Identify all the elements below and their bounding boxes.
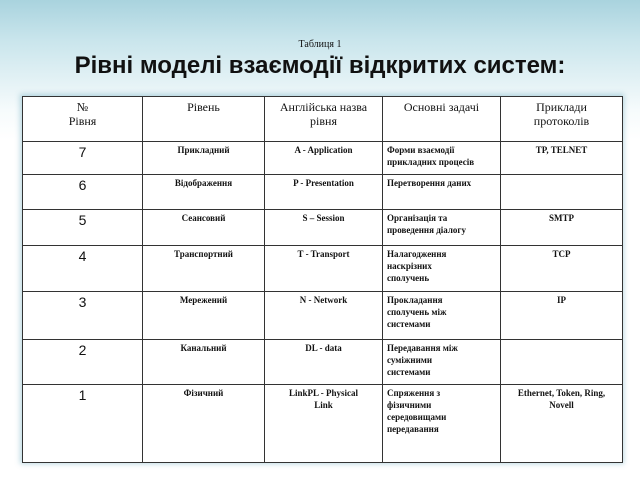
main-tasks-line: суміжними — [387, 355, 433, 365]
english-name-line: Link — [314, 400, 333, 410]
main-tasks-line: Спряження з — [387, 388, 441, 398]
protocols-cell — [501, 246, 623, 292]
main-tasks-line: Налагодження — [387, 249, 447, 259]
level-number-cell: 6 — [23, 175, 143, 210]
protocols-line: SMTP — [548, 213, 574, 223]
header-level-number-line-1: № — [76, 100, 89, 114]
english-name-line: LinkPL - Physical — [288, 388, 359, 398]
english-name-line: S – Session — [302, 213, 345, 223]
protocols-line: TCP — [552, 249, 571, 259]
level-name-cell: Канальний — [143, 340, 265, 385]
level-name-cell: Прикладний — [143, 142, 265, 175]
table-caption: Таблиця 1 — [298, 39, 342, 50]
main-tasks-cell — [383, 292, 501, 340]
protocols-line: Novell — [549, 400, 574, 410]
header-protocol-examples-line-2: протоколів — [533, 114, 590, 128]
protocols-cell — [501, 175, 623, 210]
main-tasks-cell — [383, 385, 501, 463]
table-row — [23, 292, 623, 340]
header-protocol-examples — [501, 97, 623, 142]
slide-title: Рівні моделі взаємодії відкритих систем: — [74, 52, 566, 79]
english-name-cell — [265, 175, 383, 210]
header-level-name-text: Рівень — [187, 100, 220, 114]
english-name-cell — [265, 292, 383, 340]
table-row — [23, 175, 623, 210]
header-english-name — [265, 97, 383, 142]
main-tasks-cell — [383, 246, 501, 292]
header-level-number-line-2: Рівня — [68, 114, 97, 128]
header-english-name-line-2: рівня — [310, 114, 337, 128]
main-tasks-line: сполучень — [387, 273, 430, 283]
header-protocol-examples-line-1: Приклади — [536, 100, 587, 114]
main-tasks-line: системами — [387, 319, 431, 329]
english-name-cell — [265, 340, 383, 385]
protocols-line: IP — [557, 295, 566, 305]
english-name-cell — [265, 210, 383, 246]
main-tasks-line: Форми взаємодії — [387, 145, 455, 155]
protocols-cell — [501, 210, 623, 246]
table-row — [23, 385, 623, 463]
level-name-cell: Транспортний — [143, 246, 265, 292]
main-tasks-line: прикладних процесів — [387, 157, 475, 167]
main-tasks-line: наскрізних — [387, 261, 432, 271]
main-tasks-line: середовищами — [387, 412, 447, 422]
protocols-cell — [501, 292, 623, 340]
main-tasks-line: сполучень між — [387, 307, 447, 317]
english-name-line: T - Transport — [297, 249, 350, 259]
table-row — [23, 340, 623, 385]
protocols-cell — [501, 340, 623, 385]
table-row — [23, 210, 623, 246]
header-level-number — [23, 97, 143, 142]
main-tasks-line: Прокладання — [387, 295, 443, 305]
english-name-line: A - Application — [294, 145, 353, 155]
level-number-cell: 5 — [23, 210, 143, 246]
main-tasks-cell — [383, 175, 501, 210]
level-number-cell: 2 — [23, 340, 143, 385]
main-tasks-line: Організація та — [387, 213, 448, 223]
level-name-cell: Відображення — [143, 175, 265, 210]
english-name-cell — [265, 246, 383, 292]
osi-table-frame — [22, 96, 622, 462]
main-tasks-line: Перетворення даних — [387, 178, 472, 188]
table-row — [23, 142, 623, 175]
table-body — [23, 142, 623, 463]
english-name-line: P - Presentation — [293, 178, 354, 188]
main-tasks-line: проведення діалогу — [387, 225, 467, 235]
header-english-name-line-1: Англійська назва — [279, 100, 368, 114]
level-number-cell: 1 — [23, 385, 143, 463]
protocols-cell — [501, 385, 623, 463]
main-tasks-cell — [383, 210, 501, 246]
main-tasks-line: системами — [387, 367, 431, 377]
main-tasks-line: фізичними — [387, 400, 432, 410]
main-tasks-cell — [383, 142, 501, 175]
english-name-cell — [265, 385, 383, 463]
protocols-line: TP, TELNET — [535, 145, 588, 155]
protocols-line: Ethernet, Token, Ring, — [517, 388, 606, 398]
header-main-tasks-text: Основні задачі — [403, 100, 480, 114]
header-level-name — [143, 97, 265, 142]
main-tasks-line: Передавання між — [387, 343, 458, 353]
level-name-cell: Сеансовий — [143, 210, 265, 246]
table-header-row — [23, 97, 623, 142]
level-number-cell: 3 — [23, 292, 143, 340]
english-name-cell — [265, 142, 383, 175]
main-tasks-cell — [383, 340, 501, 385]
main-tasks-line: передавання — [387, 424, 439, 434]
osi-levels-table — [22, 96, 623, 463]
level-number-cell: 7 — [23, 142, 143, 175]
english-name-line: DL - data — [305, 343, 342, 353]
level-name-cell: Фізичний — [143, 385, 265, 463]
level-name-cell: Мережений — [143, 292, 265, 340]
header-main-tasks — [383, 97, 501, 142]
protocols-cell — [501, 142, 623, 175]
level-number-cell: 4 — [23, 246, 143, 292]
english-name-line: N - Network — [299, 295, 348, 305]
table-row — [23, 246, 623, 292]
